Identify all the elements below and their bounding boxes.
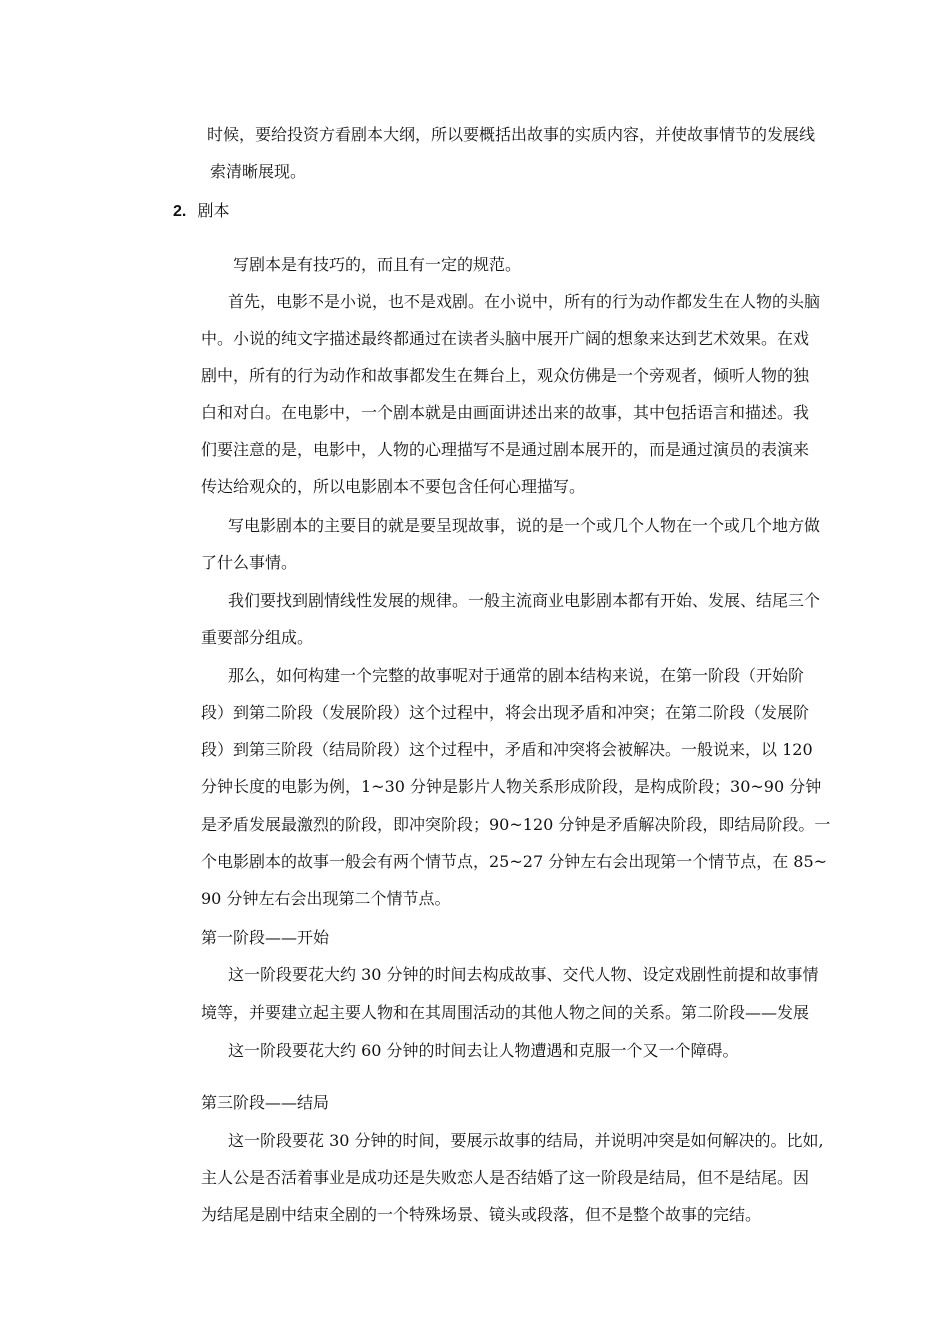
text-line: 写剧本是有技巧的，而且有一定的规范。 [233, 255, 522, 274]
text-line: 写电影剧本的主要目的就是要呈现故事，说的是一个或几个人物在一个或几个地方做 [228, 516, 821, 535]
text-line: 这一阶段要花 30 分钟的时间，要展示故事的结局，并说明冲突是如何解决的。比如, [228, 1131, 824, 1150]
text-line: 这一阶段要花大约 30 分钟的时间去构成故事、交代人物、设定戏剧性前提和故事情 [228, 965, 819, 984]
text-line: 那么，如何构建一个完整的故事呢对于通常的剧本结构来说，在第一阶段（开始阶 [228, 666, 805, 685]
text-line: 个电影剧本的故事一般会有两个情节点，25~27 分钟左右会出现第一个情节点，在 85~ [201, 852, 828, 871]
text-line: 是矛盾发展最激烈的阶段，即冲突阶段；90~120 分钟是矛盾解决阶段，即结局阶段。一 [201, 815, 831, 834]
text-line: 们要注意的是，电影中，人物的心理描写不是通过剧本展开的，而是通过演员的表演来 [201, 440, 810, 459]
text-line: 为结尾是剧中结束全剧的一个特殊场景、镜头或段落，但不是整个故事的完结。 [201, 1205, 762, 1224]
text-line: 时候，要给投资方看剧本大纲，所以要概括出故事的实质内容，并使故事情节的发展线 [207, 125, 816, 144]
text-line: 境等，并要建立起主要人物和在其周围活动的其他人物之间的关系。第二阶段——发展 [201, 1003, 810, 1022]
text-line: 段）到第三阶段（结局阶段）这个过程中，矛盾和冲突将会被解决。一般说来，以 120 [201, 740, 813, 759]
text-line: 90 分钟左右会出现第二个情节点。 [201, 889, 451, 908]
text-line: 首先，电影不是小说，也不是戏剧。在小说中，所有的行为动作都发生在人物的头脑 [228, 292, 821, 311]
stage-heading: 第三阶段——结局 [201, 1093, 330, 1112]
text-line: 分钟长度的电影为例，1~30 分钟是影片人物关系形成阶段，是构成阶段；30~90 分钟 [201, 777, 822, 796]
section-heading [173, 201, 229, 222]
text-line: 这一阶段要花大约 60 分钟的时间去让人物遭遇和克服一个又一个障碍。 [228, 1041, 739, 1060]
stage-heading: 第一阶段——开始 [201, 928, 330, 947]
section-title: 剧本 [197, 201, 230, 220]
text-line: 白和对白。在电影中，一个剧本就是由画面讲述出来的故事，其中包括语言和描述。我 [201, 403, 810, 422]
section-number: 2. [173, 203, 187, 220]
text-line: 中。小说的纯文字描述最终都通过在读者头脑中展开广阔的想象来达到艺术效果。在戏 [201, 329, 810, 348]
text-line: 传达给观众的，所以电影剧本不要包含任何心理描写。 [201, 477, 586, 496]
text-line: 我们要找到剧情线性发展的规律。一般主流商业电影剧本都有开始、发展、结尾三个 [228, 591, 821, 610]
text-line: 重要部分组成。 [201, 628, 314, 647]
text-line: 主人公是否活着事业是成功还是失败恋人是否结婚了这一阶段是结局，但不是结尾。因 [201, 1168, 810, 1187]
text-line: 了什么事情。 [201, 553, 298, 572]
text-line: 段）到第二阶段（发展阶段）这个过程中，将会出现矛盾和冲突；在第二阶段（发展阶 [201, 703, 810, 722]
text-line: 索清晰展现。 [210, 162, 307, 181]
text-line: 剧中，所有的行为动作和故事都发生在舞台上，观众仿佛是一个旁观者，倾听人物的独 [201, 366, 810, 385]
